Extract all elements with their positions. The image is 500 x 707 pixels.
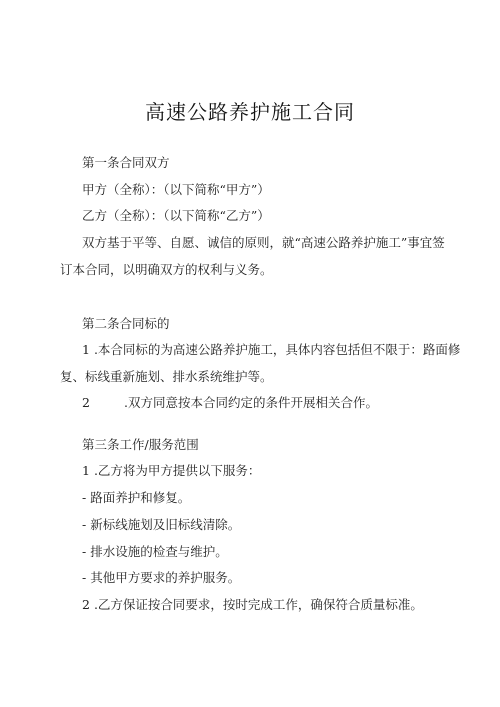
- section2-item1-text: .本合同标的为高速公路养护施工，具体内容包括但不限于：路面修: [93, 342, 461, 357]
- section1-heading: 第一条合同双方: [82, 155, 170, 170]
- section2-item1-line1: [82, 342, 460, 358]
- section2-item1-line2: 复、标线重新施划、排水系统维护等。: [60, 369, 273, 384]
- section2-item1-number: 1: [82, 342, 90, 357]
- section2-heading: 第二条合同标的: [82, 316, 170, 331]
- section2-item2-text: .双方同意按本合同约定的条件开展相关合作。: [123, 395, 378, 410]
- party-b-line: 乙方（全称）：（以下简称“乙方”）: [82, 208, 270, 223]
- service-list-item: - 排水设施的检查与维护。: [82, 544, 228, 559]
- section3-item2-text: .乙方保证按合同要求，按时完成工作，确保符合质量标准。: [93, 597, 423, 612]
- section3-item2: [82, 597, 423, 613]
- party-a-line: 甲方（全称）：（以下简称“甲方”）: [82, 182, 270, 197]
- section2-item2: [82, 395, 378, 411]
- service-list-item: - 新标线施划及旧标线清除。: [82, 517, 241, 532]
- section1-paragraph-line2: 订本合同，以明确双方的权利与义务。: [60, 262, 273, 277]
- section1-paragraph-line1: 双方基于平等、自愿、诚信的原则，就“高速公路养护施工”事宜签: [82, 235, 445, 250]
- section3-item1-text: .乙方将为甲方提供以下服务：: [93, 463, 261, 478]
- section3-heading: 第三条工作/服务范围: [82, 437, 199, 452]
- section3-item2-number: 2: [82, 597, 90, 612]
- section3-item1-number: 1: [82, 463, 90, 478]
- service-list-item: - 其他甲方要求的养护服务。: [82, 570, 241, 585]
- section3-item1: [82, 463, 260, 479]
- section2-item2-number: 2: [82, 395, 90, 410]
- service-list-item: - 路面养护和修复。: [82, 490, 191, 505]
- document-title: 高速公路养护施工合同: [145, 100, 355, 124]
